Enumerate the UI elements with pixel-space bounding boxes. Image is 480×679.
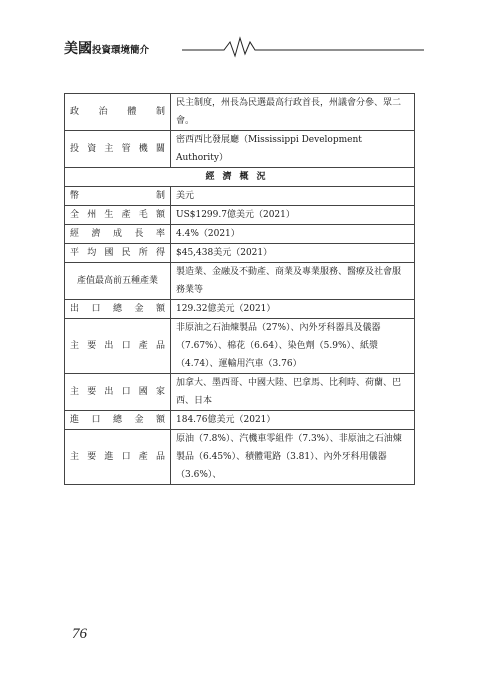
header-title-small: 投資環境簡介 — [92, 45, 150, 56]
row-value: 原油（7.8%）、汽機車零組件（7.3%）、非原油之石油煉製品（6.45%）、積體電路（3.81）、內外牙科用儀器（3.6%）、 — [171, 430, 415, 485]
row-value: 184.76億美元（2021） — [171, 411, 415, 430]
table-row — [65, 225, 415, 244]
table-row — [65, 430, 415, 485]
row-label: 平均國民所得 — [65, 244, 171, 263]
row-label: 出 口 總 金 額 — [65, 300, 171, 319]
page-number: 76 — [72, 626, 87, 642]
table-row — [65, 300, 415, 319]
row-value: $45,438美元（2021） — [171, 244, 415, 263]
row-label: 投資主管機關 — [65, 131, 171, 168]
section-title: 經濟概況 — [65, 168, 415, 187]
header-title-large: 美國 — [64, 41, 92, 57]
row-value: 加拿大、墨西哥、中國大陸、巴拿馬、比利時、荷蘭、巴西、日本 — [171, 374, 415, 411]
row-value: 非原油之石油煉製品（27%）、內外牙科器具及儀器（7.67%）、棉花（6.64）、染色劑（5.9%）、紙漿（4.74）、運輸用汽車（3.76） — [171, 319, 415, 374]
table-row — [65, 131, 415, 168]
row-value: 美元 — [171, 187, 415, 206]
running-header-title — [64, 38, 149, 58]
row-label: 幣 制 — [65, 187, 171, 206]
row-value: 民主制度，州長為民選最高行政首長，州議會分參、眾二會。 — [171, 94, 415, 131]
table-row — [65, 319, 415, 374]
row-label: 進 口 總 金 額 — [65, 411, 171, 430]
row-label: 產值最高前五種產業 — [65, 263, 171, 300]
row-label: 全州生產毛額 — [65, 206, 171, 225]
table-row — [65, 206, 415, 225]
state-info-table — [64, 93, 415, 485]
table-row — [65, 411, 415, 430]
row-label: 主要出口產品 — [65, 319, 171, 374]
table-row — [65, 244, 415, 263]
row-value: 製造業、金融及不動產、商業及專業服務、醫療及社會服務業等 — [171, 263, 415, 300]
table-row — [65, 263, 415, 300]
row-value: 129.32億美元（2021） — [171, 300, 415, 319]
row-value: US$1299.7億美元（2021） — [171, 206, 415, 225]
table-row — [65, 187, 415, 206]
row-value: 4.4%（2021） — [171, 225, 415, 244]
row-label: 主要進口產品 — [65, 430, 171, 485]
running-header — [64, 36, 424, 58]
table-row — [65, 94, 415, 131]
table-row — [65, 374, 415, 411]
row-value: 密西西比發展廳（Mississippi Development Authority） — [171, 131, 415, 168]
row-label: 政 治 體 制 — [65, 94, 171, 131]
row-label: 主要出口國家 — [65, 374, 171, 411]
section-header-row — [65, 168, 415, 187]
row-label: 經濟成長率 — [65, 225, 171, 244]
